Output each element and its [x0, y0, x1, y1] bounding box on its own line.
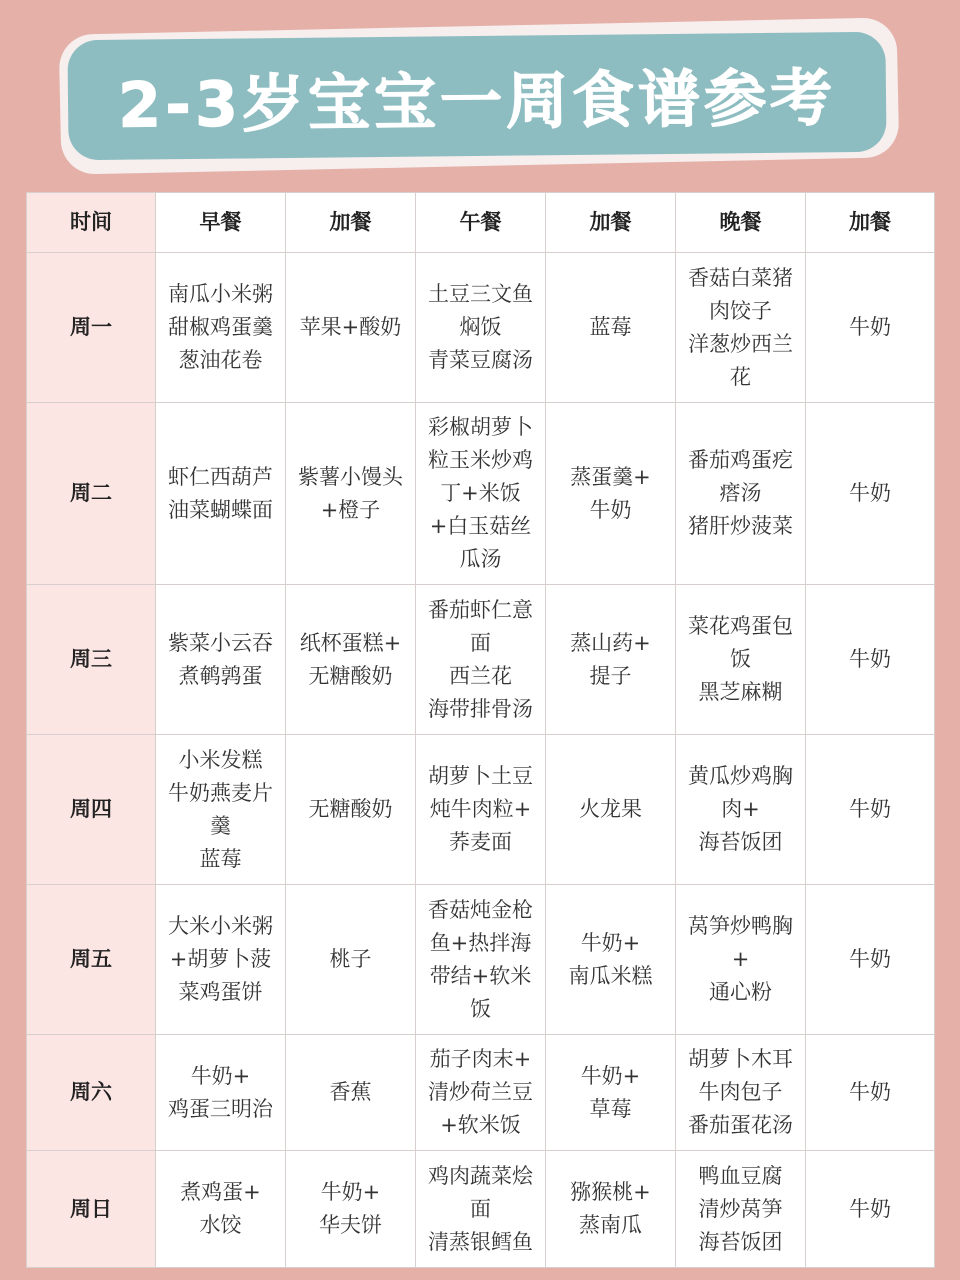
meal-line: 紫菜小云吞	[168, 630, 273, 655]
header-dinner: 晚餐	[676, 193, 806, 253]
meal-line: 荞麦面	[449, 830, 512, 854]
table-header-row	[27, 193, 935, 253]
meal-line: 饭	[730, 647, 751, 671]
meal-line: 火龙果	[579, 797, 642, 821]
meal-line: +	[731, 947, 750, 971]
meal-line: 菜鸡蛋饼	[178, 980, 263, 1004]
meal-line: 煮鹌鹑蛋	[178, 663, 263, 688]
title-banner-box	[67, 32, 886, 161]
table-row	[27, 253, 935, 403]
table-row	[27, 885, 935, 1035]
meal-line: 清炒荷兰豆	[428, 1080, 533, 1104]
meal-line: 牛肉包子	[698, 1080, 783, 1104]
meal-cell-lunch	[416, 885, 546, 1035]
meal-cell-dinner	[676, 585, 806, 735]
meal-line: 洋葱炒西兰	[688, 331, 793, 356]
meal-line: 彩椒胡萝卜	[428, 415, 533, 439]
meal-line: 鸡肉蔬菜烩	[428, 1163, 533, 1188]
meal-cell-dinner	[676, 1151, 806, 1268]
meal-line: 牛奶+	[580, 930, 641, 955]
day-label: 周四	[27, 735, 156, 885]
meal-line: +软米饭	[440, 1113, 521, 1137]
meal-line: +橙子	[320, 497, 381, 522]
meal-line: 葱油花卷	[178, 348, 263, 372]
meal-cell-snack-2	[546, 1035, 676, 1151]
meal-line: 黄瓜炒鸡胸	[688, 764, 793, 788]
meal-cell-breakfast	[156, 1035, 286, 1151]
day-label: 周二	[27, 403, 156, 585]
meal-cell-snack-1	[286, 403, 416, 585]
meal-line: 番茄鸡蛋疙	[688, 448, 793, 472]
meal-line: 西兰花	[449, 663, 512, 688]
meal-line: 牛奶燕麦片	[168, 780, 273, 805]
meal-line: 羹	[210, 813, 231, 838]
meal-line: 炖牛肉粒+	[429, 797, 532, 821]
meal-line: 鸡蛋三明治	[168, 1096, 273, 1121]
meal-cell-snack-3	[806, 885, 935, 1035]
meal-line: 纸杯蛋糕+	[299, 630, 402, 655]
header-snack-1: 加餐	[286, 193, 416, 253]
meal-line: 青菜豆腐汤	[428, 348, 533, 372]
meal-cell-lunch	[416, 253, 546, 403]
meal-line: 粒玉米炒鸡	[428, 448, 533, 472]
table-row	[27, 1151, 935, 1268]
meal-line: 丁+米饭	[440, 481, 521, 505]
page-title: 2-3岁宝宝一周食谱参考	[117, 60, 837, 142]
day-label: 周五	[27, 885, 156, 1035]
meal-line: 水饺	[199, 1213, 242, 1237]
meal-line: 牛奶	[849, 1080, 891, 1104]
meal-cell-breakfast	[156, 735, 286, 885]
meal-cell-lunch	[416, 1035, 546, 1151]
meal-line: 油菜蝴蝶面	[168, 497, 273, 522]
meal-cell-breakfast	[156, 885, 286, 1035]
meal-cell-snack-3	[806, 585, 935, 735]
meal-line: 牛奶	[849, 315, 891, 339]
meal-cell-snack-2	[546, 1151, 676, 1268]
table-row	[27, 735, 935, 885]
meal-line: 瘩汤	[719, 481, 762, 505]
meal-line: 莴笋炒鸭胸	[688, 914, 793, 938]
day-label: 周三	[27, 585, 156, 735]
meal-line: 胡萝卜土豆	[428, 764, 533, 788]
meal-cell-dinner	[676, 253, 806, 403]
meal-line: 清蒸银鳕鱼	[428, 1229, 533, 1254]
meal-line: 南瓜小米粥	[168, 282, 273, 306]
meal-line: 提子	[589, 663, 632, 688]
meal-line: 猕猴桃+	[570, 1180, 651, 1204]
meal-cell-snack-3	[806, 1035, 935, 1151]
header-lunch: 午餐	[416, 193, 546, 253]
day-label: 周六	[27, 1035, 156, 1151]
header-breakfast: 早餐	[156, 193, 286, 253]
meal-cell-breakfast	[156, 403, 286, 585]
meal-cell-lunch	[416, 1151, 546, 1268]
meal-line: 蓝莓	[589, 315, 632, 339]
meal-line: 牛奶	[849, 947, 891, 971]
meal-line: 南瓜米糕	[568, 963, 653, 988]
meal-cell-dinner	[676, 885, 806, 1035]
meal-line: 番茄虾仁意	[428, 597, 533, 622]
meal-line: 海苔饭团	[698, 830, 783, 854]
meal-line: +白玉菇丝	[429, 514, 532, 538]
meal-line: 肉+	[721, 797, 760, 821]
meal-cell-breakfast	[156, 585, 286, 735]
meal-line: 胡萝卜木耳	[688, 1047, 793, 1071]
meal-line: 焖饭	[459, 315, 502, 339]
meal-cell-snack-3	[806, 735, 935, 885]
meal-line: 茄子肉末+	[429, 1047, 532, 1071]
meal-line: 带结+软米	[429, 963, 532, 988]
meal-cell-breakfast	[156, 1151, 286, 1268]
meal-line: 牛奶+	[190, 1063, 251, 1088]
header-snack-2: 加餐	[546, 193, 676, 253]
meal-line: 菜花鸡蛋包	[688, 614, 793, 638]
header-snack-3: 加餐	[806, 193, 935, 253]
meal-line: +胡萝卜菠	[169, 947, 272, 971]
weekly-menu-table	[26, 192, 935, 1268]
meal-line: 甜椒鸡蛋羹	[168, 315, 273, 339]
meal-line: 番茄蛋花汤	[688, 1113, 793, 1137]
meal-cell-snack-3	[806, 253, 935, 403]
meal-cell-dinner	[676, 1035, 806, 1151]
meal-line: 香菇炖金枪	[428, 897, 533, 922]
table-row	[27, 403, 935, 585]
meal-cell-lunch	[416, 585, 546, 735]
meal-line: 蒸山药+	[570, 630, 651, 655]
meal-cell-dinner	[676, 735, 806, 885]
meal-line: 牛奶	[849, 797, 891, 821]
meal-cell-snack-2	[546, 885, 676, 1035]
meal-line: 牛奶+	[320, 1180, 381, 1204]
meal-line: 无糖酸奶	[308, 663, 393, 688]
meal-line: 紫薯小馒头	[298, 464, 403, 489]
meal-cell-snack-3	[806, 1151, 935, 1268]
day-label: 周日	[27, 1151, 156, 1268]
meal-line: 瓜汤	[459, 547, 502, 571]
meal-line: 蒸南瓜	[579, 1213, 642, 1237]
meal-line: 煮鸡蛋+	[180, 1180, 261, 1204]
meal-line: 无糖酸奶	[308, 797, 393, 821]
meal-line: 大米小米粥	[168, 914, 273, 938]
meal-cell-snack-2	[546, 403, 676, 585]
table-row	[27, 585, 935, 735]
meal-line: 牛奶	[849, 647, 891, 671]
meal-cell-snack-3	[806, 403, 935, 585]
meal-cell-snack-2	[546, 253, 676, 403]
meal-line: 桃子	[329, 947, 372, 971]
meal-line: 猪肝炒菠菜	[688, 514, 793, 538]
meal-cell-breakfast	[156, 253, 286, 403]
meal-cell-snack-2	[546, 735, 676, 885]
meal-line: 华夫饼	[319, 1213, 382, 1237]
meal-line: 清炒莴笋	[698, 1196, 783, 1221]
day-label: 周一	[27, 253, 156, 403]
meal-line: 黑芝麻糊	[698, 680, 783, 704]
meal-line: 鱼+热拌海	[429, 930, 532, 955]
meal-cell-snack-2	[546, 585, 676, 735]
meal-cell-snack-1	[286, 885, 416, 1035]
meal-line: 小米发糕	[178, 747, 263, 772]
meal-line: 海带排骨汤	[428, 696, 533, 721]
meal-cell-snack-1	[286, 1035, 416, 1151]
meal-cell-lunch	[416, 735, 546, 885]
meal-line: 苹果+酸奶	[299, 315, 402, 339]
meal-line: 面	[470, 1196, 491, 1221]
meal-line: 虾仁西葫芦	[168, 464, 273, 489]
meal-line: 鸭血豆腐	[698, 1163, 783, 1188]
meal-line: 肉饺子	[709, 298, 772, 323]
meal-line: 香菇白菜猪	[688, 265, 793, 290]
meal-line: 牛奶	[849, 1196, 891, 1221]
meal-line: 蒸蛋羹+	[570, 464, 651, 489]
meal-cell-snack-1	[286, 585, 416, 735]
meal-line: 草莓	[589, 1096, 632, 1121]
meal-cell-snack-1	[286, 253, 416, 403]
meal-line: 牛奶	[849, 481, 891, 505]
meal-line: 海苔饭团	[698, 1229, 783, 1254]
meal-line: 蓝莓	[199, 846, 242, 871]
title-banner	[60, 26, 898, 166]
meal-line: 面	[470, 630, 491, 655]
meal-line: 土豆三文鱼	[428, 282, 533, 306]
meal-line: 牛奶+	[580, 1063, 641, 1088]
header-time: 时间	[27, 193, 156, 253]
meal-cell-snack-1	[286, 735, 416, 885]
meal-line: 通心粉	[709, 980, 772, 1004]
meal-line: 香蕉	[329, 1080, 372, 1104]
meal-cell-dinner	[676, 403, 806, 585]
meal-line: 牛奶	[589, 497, 632, 522]
table-row	[27, 1035, 935, 1151]
meal-cell-snack-1	[286, 1151, 416, 1268]
meal-line: 花	[730, 364, 751, 389]
meal-line: 饭	[470, 996, 491, 1021]
meal-cell-lunch	[416, 403, 546, 585]
